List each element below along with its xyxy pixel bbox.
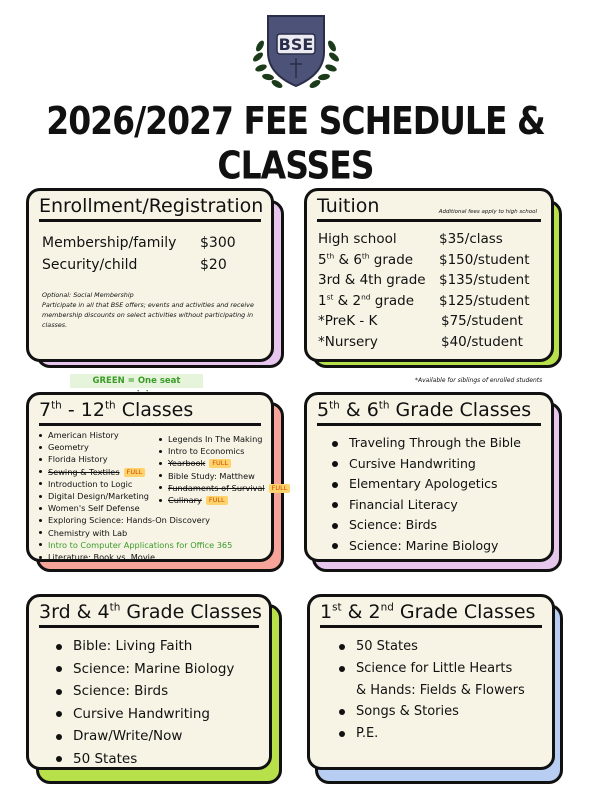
green-legend: GREEN = One seat	[70, 374, 203, 388]
class-name: Women's Self Defense	[48, 503, 140, 514]
sibling-footnote: *Available for siblings of enrolled students	[415, 377, 543, 384]
class-item: Science: Birds	[349, 515, 551, 536]
class-name: Introduction to Logic	[48, 478, 133, 489]
class-item	[38, 490, 158, 502]
class-item	[38, 514, 210, 526]
class-item: Science: Marine Biology	[349, 536, 551, 557]
classes-5-6-heading: 5th & 6th Grade Classes	[317, 395, 541, 426]
class-item: Traveling Through the Bible	[349, 433, 551, 454]
full-badge: FULL	[269, 484, 291, 493]
enrollment-heading: Enrollment/Registration	[39, 191, 261, 222]
class-name: Yearbook	[168, 458, 206, 469]
class-item	[38, 551, 158, 563]
fee-row	[318, 270, 551, 291]
class-item	[38, 466, 158, 478]
class-item: Songs & Stories	[356, 701, 552, 723]
class-item: 50 States	[356, 636, 552, 658]
class-item: Science: Marine Biology	[73, 658, 269, 681]
fee-row	[42, 254, 271, 276]
classes-3-4-heading: 3rd & 4th Grade Classes	[39, 597, 259, 628]
fee-value: $75/student	[441, 313, 523, 330]
bse-logo	[246, 10, 346, 94]
class-item	[38, 441, 158, 453]
class-item	[38, 539, 233, 551]
class-name: Florida History	[48, 454, 108, 465]
class-item	[158, 445, 273, 457]
class-item: Draw/Write/Now	[73, 725, 269, 748]
fee-value: $35/class	[439, 231, 503, 247]
class-name: Literature: Book vs. Movie	[48, 552, 155, 563]
fee-row	[318, 311, 551, 332]
fee-row	[318, 250, 551, 271]
membership-note-title: Optional: Social Membership	[42, 291, 134, 299]
class-item	[38, 453, 158, 465]
full-badge: FULL	[209, 459, 231, 468]
fee-row	[318, 332, 551, 353]
class-item	[158, 494, 273, 506]
fee-value: $135/student	[439, 272, 530, 289]
fee-row	[42, 232, 271, 254]
fee-value: $125/student	[439, 292, 530, 309]
class-item: Financial Literacy	[349, 495, 551, 516]
fee-row	[318, 291, 551, 312]
fee-value: $40/student	[441, 333, 523, 350]
class-item: & Hands: Fields & Flowers	[356, 682, 525, 698]
class-name: Exploring Science: Hands-On Discovery	[48, 515, 210, 526]
fee-row	[318, 229, 551, 250]
fee-value: $300	[200, 235, 236, 251]
tuition-heading: Tuition	[317, 195, 380, 217]
class-item	[158, 433, 273, 445]
classes-1-2-heading: 1st & 2nd Grade Classes	[320, 597, 542, 628]
class-item: Cursive Handwriting	[349, 454, 551, 475]
membership-note-body: Participate in all that BSE offers; events and activities and receive membership discounts on select activities without participating in classes.	[42, 301, 254, 329]
class-list	[29, 628, 269, 771]
class-item: Bible: Living Faith	[73, 635, 269, 658]
class-name: Chemistry with Lab	[48, 527, 128, 538]
class-name: Fundaments of Survival	[168, 482, 265, 493]
class-list	[310, 628, 552, 745]
fee-label: Security/child	[42, 257, 138, 273]
full-badge: FULL	[124, 468, 146, 477]
fee-label: *Nursery	[318, 333, 378, 350]
class-item	[38, 502, 158, 514]
fee-label: *PreK - K	[318, 313, 378, 330]
fee-label: Membership/family	[42, 235, 177, 251]
fee-label: High school	[318, 231, 397, 247]
class-name: Intro to Economics	[168, 446, 245, 457]
class-item: Cursive Handwriting	[73, 703, 269, 726]
class-item: Science for Little Hearts	[356, 658, 552, 680]
class-item: P.E.	[356, 723, 552, 745]
fee-value: $20	[200, 257, 227, 273]
class-name: American History	[48, 430, 119, 440]
class-item: Science: Birds	[73, 680, 269, 703]
logo-text: BSE	[278, 35, 314, 54]
full-badge: FULL	[206, 496, 228, 505]
class-list	[307, 426, 551, 557]
class-item: Elementary Apologetics	[349, 474, 551, 495]
class-item	[38, 478, 158, 490]
fee-label: 1st & 2nd grade	[318, 292, 415, 309]
class-item	[158, 457, 273, 469]
class-item	[158, 470, 273, 482]
class-name: Bible Study: Matthew	[168, 470, 255, 481]
class-item: 50 States	[73, 748, 269, 771]
class-item	[38, 527, 158, 539]
page-title: 2026/2027 FEE SCHEDULE & CLASSES	[46, 98, 545, 188]
fee-label: 5th & 6th grade	[318, 251, 414, 268]
class-name: Sewing & Textiles	[48, 466, 120, 477]
fee-label: 3rd & 4th grade	[318, 272, 426, 289]
classes-7-12-heading: 7th - 12th Classes	[39, 395, 261, 426]
class-name: Geometry	[48, 442, 89, 453]
tuition-subnote: Additional fees apply to high school	[438, 209, 537, 215]
class-name: Digital Design/Marketing	[48, 491, 149, 502]
class-item	[38, 429, 158, 441]
class-name: Intro to Computer Applications for Office 365	[48, 539, 233, 550]
class-name: Culinary	[168, 495, 202, 506]
fee-value: $150/student	[439, 251, 530, 268]
class-name: Legends In The Making	[168, 434, 263, 444]
class-item	[158, 482, 288, 494]
